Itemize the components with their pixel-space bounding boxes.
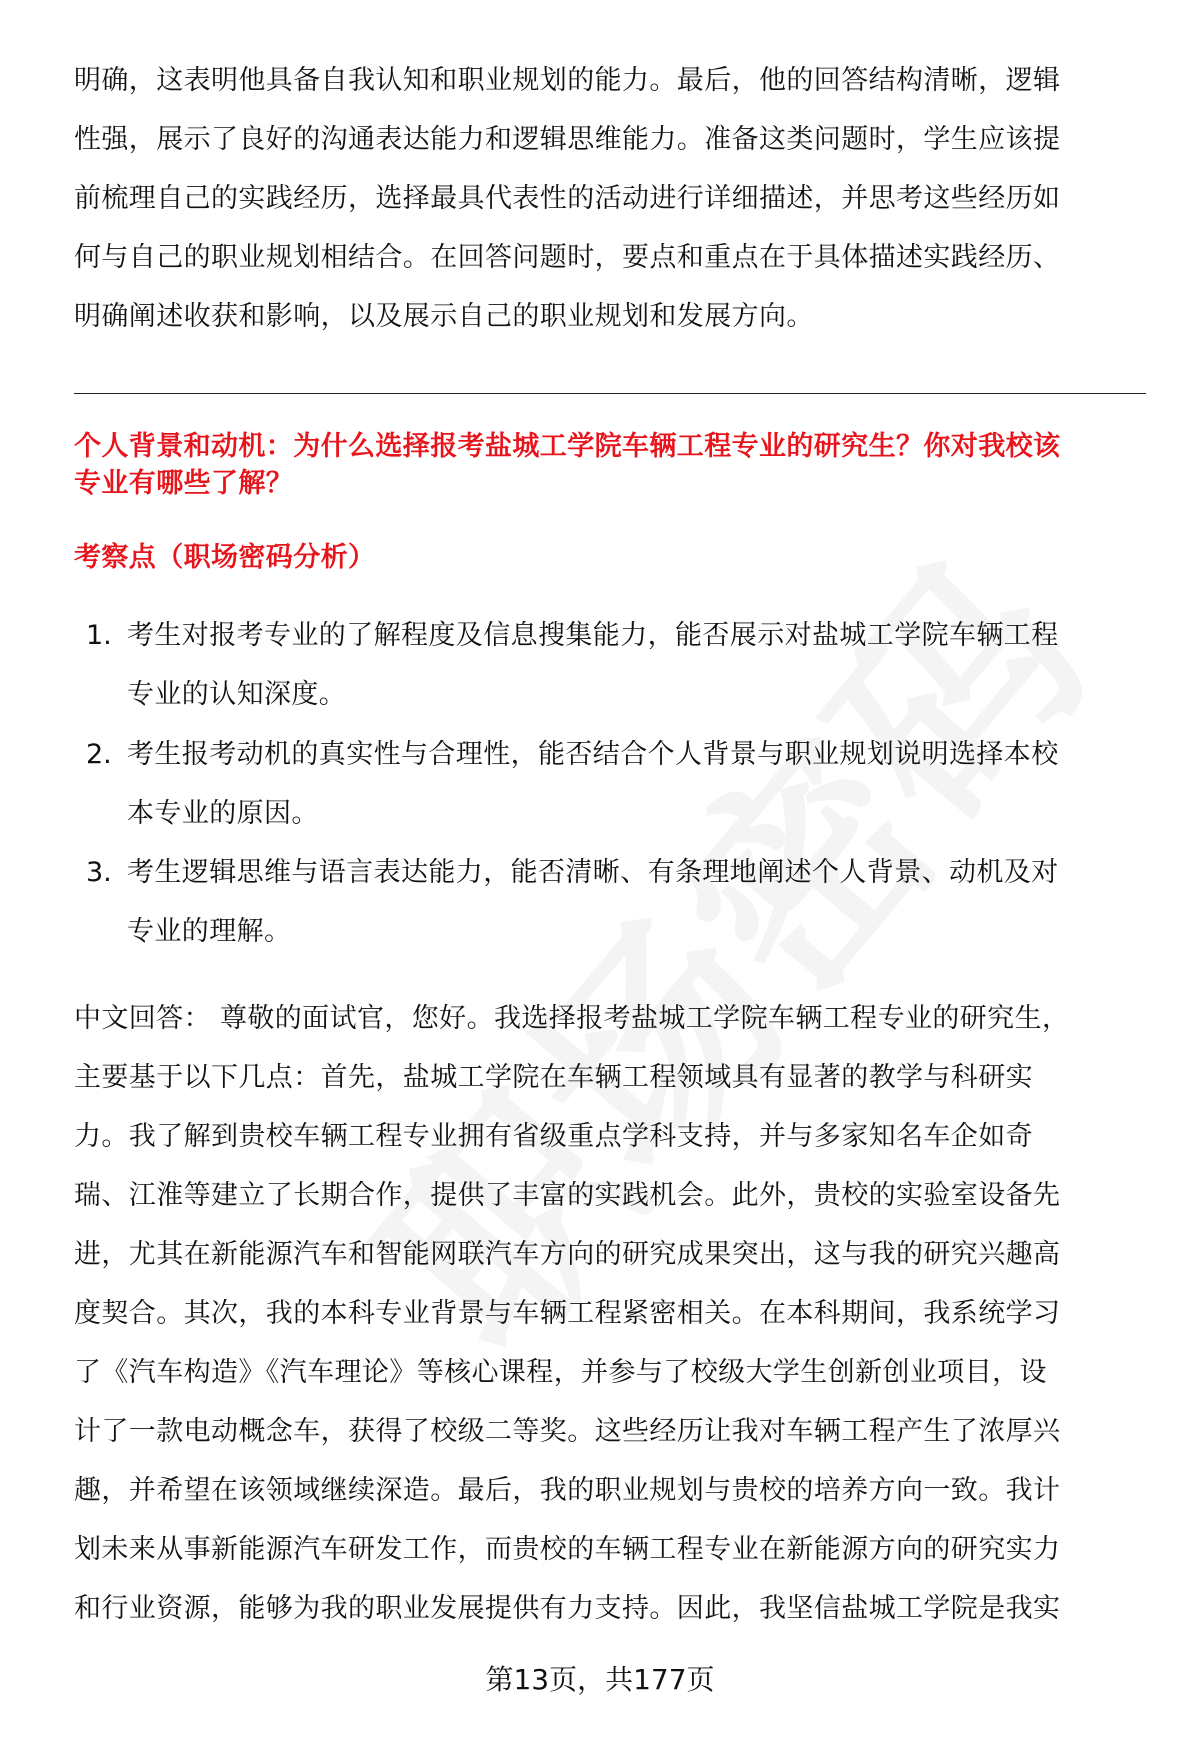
text-line: 明确，这表明他具备自我认知和职业规划的能力。最后，他的回答结构清晰，逻辑 [74,65,1061,96]
answer-line: 了《汽车构造》《汽车理论》等核心课程，并参与了校级大学生创新创业项目，设 [74,1357,1047,1388]
list-item-line: 专业的理解。 [127,916,292,947]
answer-line: 进，尤其在新能源汽车和智能网联汽车方向的研究成果突出，这与我的研究兴趣高 [74,1239,1061,1270]
answer-line: 度契合。其次，我的本科专业背景与车辆工程紧密相关。在本科期间，我系统学习 [74,1298,1061,1329]
list-item-line: 考生对报考专业的了解程度及信息搜集能力，能否展示对盐城工学院车辆工程 [127,620,1059,651]
answer-line: 力。我了解到贵校车辆工程专业拥有省级重点学科支持，并与多家知名车企如奇 [74,1121,1033,1152]
question-line: 个人背景和动机：为什么选择报考盐城工学院车辆工程专业的研究生？你对我校该 [74,431,1061,462]
list-number: 1. [86,620,112,651]
page-number: 第13页，共177页 [485,1663,715,1696]
list-item-line: 专业的认知深度。 [127,679,347,710]
text-line: 明确阐述收获和影响，以及展示自己的职业规划和发展方向。 [74,301,814,332]
list-number: 2. [86,739,112,770]
analysis-title: 考察点（职场密码分析） [74,542,376,573]
answer-line: 趣，并希望在该领域继续深造。最后，我的职业规划与贵校的培养方向一致。我计 [74,1475,1061,1506]
answer-line: 中文回答： 尊敬的面试官，您好。我选择报考盐城工学院车辆工程专业的研究生， [74,1003,1070,1034]
text-line: 性强，展示了良好的沟通表达能力和逻辑思维能力。准备这类问题时，学生应该提 [74,124,1061,155]
list-item-line: 考生逻辑思维与语言表达能力，能否清晰、有条理地阐述个人背景、动机及对 [127,857,1059,888]
text-line: 何与自己的职业规划相结合。在回答问题时，要点和重点在于具体描述实践经历、 [74,242,1061,273]
list-item-line: 本专业的原因。 [127,798,319,829]
list-number: 3. [86,857,112,888]
question-line: 专业有哪些了解？ [74,468,294,499]
answer-line: 和行业资源，能够为我的职业发展提供有力支持。因此，我坚信盐城工学院是我实 [74,1593,1061,1624]
text-line: 前梳理自己的实践经历，选择最具代表性的活动进行详细描述，并思考这些经历如 [74,183,1061,214]
answer-line: 划未来从事新能源汽车研发工作，而贵校的车辆工程专业在新能源方向的研究实力 [74,1534,1061,1565]
list-item-line: 考生报考动机的真实性与合理性，能否结合个人背景与职业规划说明选择本校 [127,739,1059,770]
answer-line: 主要基于以下几点：首先，盐城工学院在车辆工程领域具有显著的教学与科研实 [74,1062,1033,1093]
answer-line: 计了一款电动概念车，获得了校级二等奖。这些经历让我对车辆工程产生了浓厚兴 [74,1416,1061,1447]
answer-line: 瑞、江淮等建立了长期合作，提供了丰富的实践机会。此外，贵校的实验室设备先 [74,1180,1061,1211]
section-divider [74,393,1146,394]
